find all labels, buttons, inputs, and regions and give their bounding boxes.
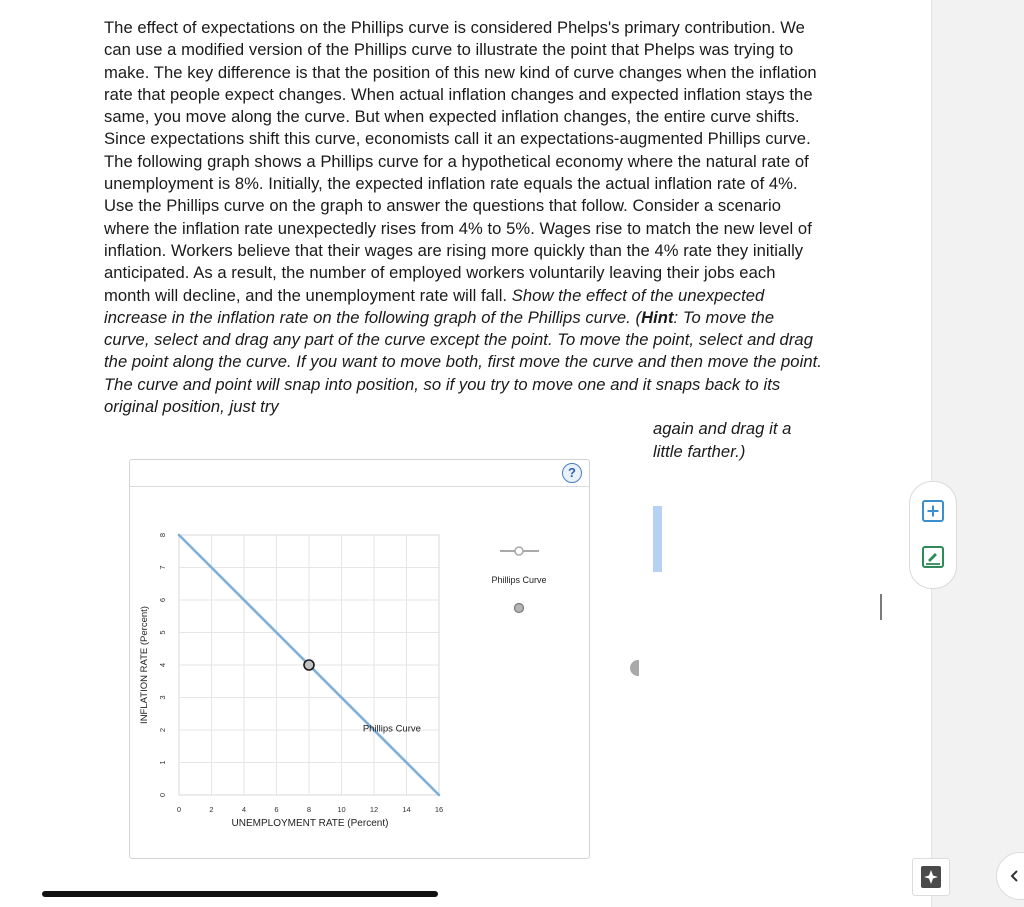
x-tick-label: 4	[241, 805, 247, 814]
y-tick-labels	[158, 533, 167, 797]
side-toolbar	[909, 481, 957, 589]
x-axis-label: UNEMPLOYMENT RATE (Percent)	[231, 818, 389, 829]
assistant-button[interactable]	[912, 858, 950, 896]
x-tick-label: 8	[306, 805, 312, 814]
equilibrium-point[interactable]	[304, 660, 314, 670]
hint-label: Hint	[641, 307, 674, 327]
y-tick-label: 7	[157, 565, 167, 570]
x-tick-label: 12	[369, 805, 379, 814]
hint-tail: again and drag it a little farther.)	[653, 419, 792, 461]
text-caret	[880, 594, 882, 620]
collapse-panel-button[interactable]	[996, 852, 1024, 900]
x-tick-label: 6	[274, 805, 279, 814]
signature-box-icon[interactable]	[921, 545, 945, 569]
hint-text: (Hint: To move the curve, select and drag any part of the curve except the point. To move the point, select and drag the point along the curve. If you want to move both, first move the curve and then move the point. The curve and point will snap into position, so if you try to move one and it snaps back to its original position, just try	[104, 307, 822, 417]
horizontal-scrollbar[interactable]	[42, 891, 438, 897]
selection-highlight	[653, 506, 662, 572]
graph-tool	[129, 459, 590, 859]
plus-box-icon[interactable]	[921, 499, 945, 523]
y-tick-label: 4	[157, 662, 167, 668]
help-button[interactable]: ?	[562, 463, 582, 483]
x-tick-label: 2	[209, 805, 214, 814]
x-tick-labels	[177, 805, 443, 814]
point-tool[interactable]	[515, 604, 524, 613]
x-tick-label: 10	[337, 805, 346, 814]
y-tick-label: 0	[157, 792, 167, 798]
y-tick-label: 3	[157, 695, 167, 700]
y-tick-label: 2	[157, 727, 167, 733]
question-passage	[104, 17, 824, 463]
passage-body: The effect of expectations on the Phillips curve is considered Phelps's primary contribution. We can use a modified version of the Phillips curve to illustrate the point that Phelps was trying to make. The key difference is that the position of this new kind of curve changes when the inflation rate that people expect changes. When actual inflation changes and expected inflation stays the same, you move along the curve. But when expected inflation changes, the entire curve shifts. Since expectations shift this curve, economists call it an expectations-augmented Phillips curve. The following graph shows a Phillips curve for a hypothetical economy where the natural rate of unemployment is 8%. Initially, the expected inflation rate equals the actual inflation rate of 4%. Use the Phillips curve on the graph to answer the questions that follow. Consider a scenario where the inflation rate unexpectedly rises from 4% to 5%. Wages rise to match the new level of inflation. Workers believe that their wages are rising more quickly than the 4% rate they initially anticipated. As a result, the number of employed workers voluntarily leaving their jobs each month will decline, and the unemployment rate will fall.	[104, 18, 817, 305]
drag-indicator	[630, 660, 639, 676]
curve-tool-label: Phillips Curve	[491, 575, 547, 585]
y-tick-label: 8	[157, 532, 167, 538]
curve-tool-handle[interactable]	[515, 547, 523, 555]
y-tick-label: 5	[157, 630, 167, 635]
x-tick-label: 16	[434, 805, 444, 814]
right-gutter	[931, 0, 1024, 907]
passage-instruction: Show the effect of the unexpected increase in the inflation rate on the following graph of the Phillips curve.	[104, 285, 765, 327]
y-tick-label: 1	[157, 760, 167, 765]
curve-label: Phillips Curve	[362, 723, 421, 735]
phillips-chart[interactable]	[130, 460, 589, 858]
x-tick-label: 14	[402, 805, 411, 814]
y-axis-label: INFLATION RATE (Percent)	[139, 606, 150, 724]
chevron-left-icon	[997, 853, 1024, 899]
y-tick-label: 6	[157, 597, 167, 603]
sparkle-icon	[913, 859, 949, 895]
legend-palette	[491, 547, 546, 613]
x-tick-label: 0	[176, 805, 182, 814]
